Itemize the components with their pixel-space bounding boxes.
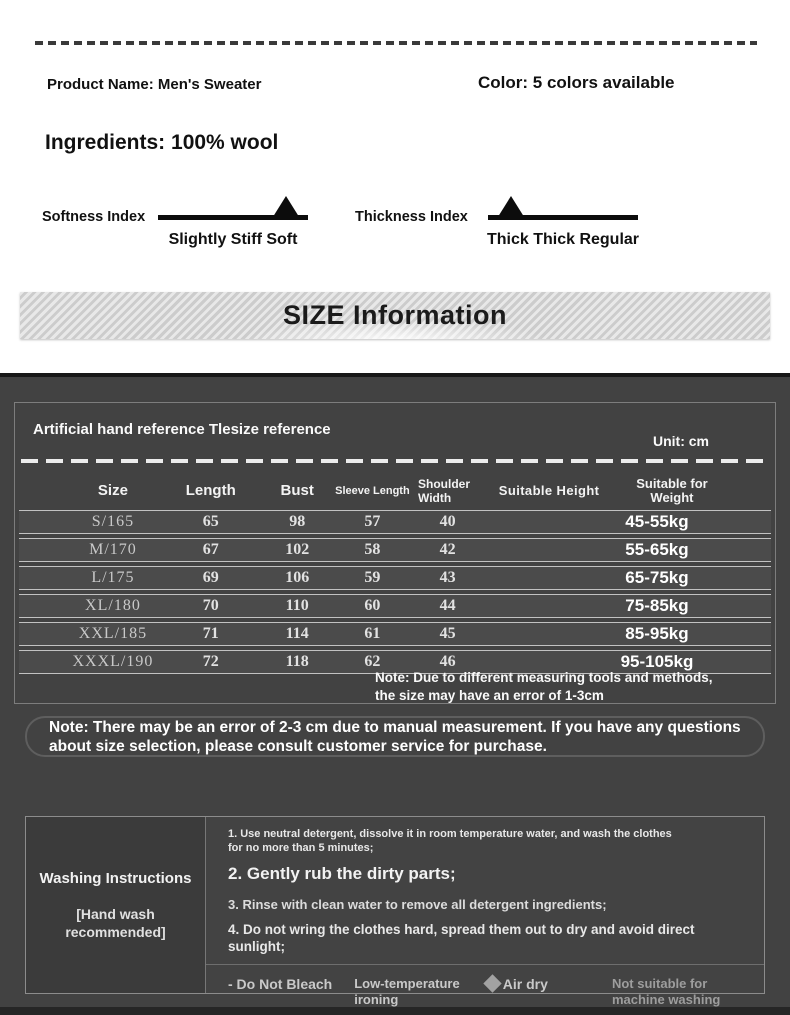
- ingredients-label: Ingredients: 100% wool: [45, 131, 279, 154]
- cell-weight: 65-75kg: [625, 568, 689, 587]
- cell-bust: 110: [285, 597, 309, 614]
- cell-weight: 75-85kg: [625, 596, 689, 615]
- color-availability-label: Color: 5 colors available: [478, 73, 675, 92]
- cell-shoulder: 43: [439, 569, 456, 586]
- cell-bust: 118: [285, 653, 309, 670]
- cell-length: 67: [202, 541, 219, 558]
- manual-measurement-note-text: Note: There may be an error of 2-3 cm due to manual measurement. If you have any questions about size selection, please consult customer service for purchase.: [49, 718, 741, 755]
- cell-sleeve: 62: [364, 653, 381, 670]
- softness-scale-label: Slightly Stiff Soft: [168, 231, 298, 248]
- column-header-suitable-weight: Suitable for Weight: [636, 476, 708, 505]
- cell-length: 72: [202, 653, 219, 670]
- measuring-note: [375, 669, 713, 705]
- air-dry-item: [486, 976, 612, 1008]
- cell-sleeve: 61: [364, 625, 381, 642]
- size-information-banner: [20, 292, 770, 339]
- bottom-border-strip: [0, 1007, 790, 1015]
- column-header-suitable-height: Suitable Height: [498, 483, 600, 498]
- cell-bust: 102: [285, 541, 310, 558]
- care-instructions-row: [228, 965, 754, 1008]
- cell-bust: 114: [285, 625, 309, 642]
- cell-shoulder: 44: [439, 597, 456, 614]
- thickness-marker-icon: [496, 196, 526, 220]
- cell-length: 70: [202, 597, 219, 614]
- size-table-body: [19, 510, 771, 678]
- size-table: [14, 402, 776, 704]
- washing-instructions-title: Washing Instructions: [39, 869, 192, 887]
- thickness-scale-label: Thick Thick Regular: [486, 231, 640, 248]
- air-dry-icon: [483, 974, 501, 992]
- table-row: [19, 594, 771, 618]
- size-table-title: Artificial hand reference Tlesize reference: [33, 421, 331, 438]
- washing-instructions-content: [206, 817, 764, 1007]
- cell-weight: 95-105kg: [620, 652, 694, 671]
- measuring-note-line1: Note: Due to different measuring tools and methods,: [375, 670, 713, 685]
- cell-shoulder: 42: [439, 541, 456, 558]
- hand-wash-recommended-label: [Hand wash recommended]: [65, 905, 166, 940]
- top-dashed-divider: [35, 41, 757, 45]
- softness-index-bar: [158, 215, 308, 220]
- cell-sleeve: 57: [364, 513, 381, 530]
- cell-bust: 106: [285, 569, 310, 586]
- thickness-index-bar: [488, 215, 638, 220]
- cell-length: 69: [202, 569, 219, 586]
- no-machine-washing-label: Not suitable for machine washing: [611, 976, 721, 1007]
- cell-sleeve: 60: [364, 597, 381, 614]
- table-row: [19, 510, 771, 534]
- cell-weight: 55-65kg: [625, 540, 689, 559]
- cell-length: 71: [202, 625, 219, 642]
- cell-bust: 98: [289, 513, 306, 530]
- softness-marker-icon: [271, 196, 301, 220]
- manual-measurement-note-box: [25, 716, 765, 757]
- size-table-unit: Unit: cm: [653, 433, 709, 449]
- cell-length: 65: [202, 513, 219, 530]
- column-header-size: Size: [97, 482, 128, 499]
- cell-size: S/165: [91, 513, 135, 530]
- column-header-length: Length: [185, 482, 236, 499]
- table-row: [19, 622, 771, 646]
- size-info-panel: [0, 373, 790, 1015]
- cell-weight: 45-55kg: [625, 512, 689, 531]
- cell-size: XXXL/190: [72, 653, 154, 670]
- air-dry-label: Air dry: [502, 976, 548, 992]
- cell-shoulder: 45: [439, 625, 456, 642]
- cell-weight: 85-95kg: [625, 624, 689, 643]
- table-row: [19, 538, 771, 562]
- do-not-bleach-label: - Do Not Bleach: [228, 976, 333, 992]
- size-banner-title: SIZE Information: [283, 300, 507, 330]
- product-name-label: Product Name: Men's Sweater: [47, 76, 262, 93]
- cell-size: XL/180: [85, 597, 141, 614]
- thickness-index-label: Thickness Index: [355, 209, 468, 225]
- softness-index-label: Softness Index: [42, 209, 146, 225]
- low-temperature-ironing-label: Low-temperature ironing: [354, 976, 460, 1007]
- column-header-shoulder-width: Shoulder Width: [418, 477, 471, 505]
- cell-sleeve: 59: [364, 569, 381, 586]
- measuring-note-line2: the size may have an error of 1-3cm: [375, 688, 604, 703]
- cell-size: XXL/185: [78, 625, 148, 642]
- cell-sleeve: 58: [364, 541, 381, 558]
- size-table-header-row: [19, 469, 771, 513]
- cell-shoulder: 40: [439, 513, 456, 530]
- table-dashed-divider: [21, 459, 769, 463]
- table-row: [19, 566, 771, 590]
- washing-step-3: 3. Rinse with clean water to remove all detergent ingredients;: [228, 897, 607, 912]
- washing-step-4: 4. Do not wring the clothes hard, spread them out to dry and avoid direct sunlight;: [228, 922, 695, 954]
- cell-shoulder: 46: [439, 653, 456, 670]
- washing-step-2: 2. Gently rub the dirty parts;: [228, 864, 456, 883]
- cell-size: L/175: [91, 569, 135, 586]
- cell-size: M/170: [89, 541, 137, 558]
- washing-instructions-panel: [25, 816, 765, 1007]
- washing-instructions-header-cell: [26, 817, 206, 993]
- washing-step-1: 1. Use neutral detergent, dissolve it in room temperature water, and wash the clothes for no more than 5 minutes;: [228, 828, 672, 854]
- column-header-sleeve-length: Sleeve Length: [335, 485, 410, 497]
- column-header-bust: Bust: [280, 482, 314, 499]
